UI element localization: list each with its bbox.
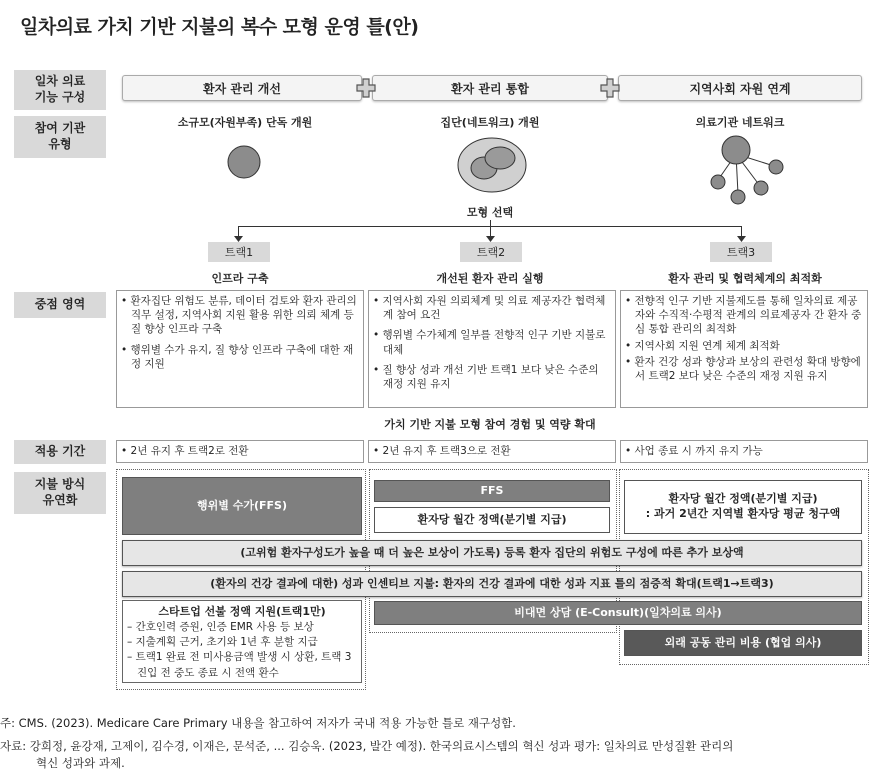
- period-text: • 사업 종료 시 까지 유지 가능: [625, 444, 863, 458]
- model-select-label: 모형 선택: [466, 206, 514, 219]
- focus-item: • 전향적 인구 기반 지불제도를 통해 일차의료 제공자와 수직적·수평적 관계의 의료제공자 간 환자 중심 통합 관리의 최적화: [625, 294, 863, 337]
- focus-item: • 행위별 수가체계 일부를 전향적 인구 기반 지불로 대체: [373, 328, 611, 356]
- focus-item: • 질 향상 성과 개선 기반 트랙1 보다 낮은 수준의 재정 지원 유지: [373, 363, 611, 391]
- row-label-focus: 중점 영역: [14, 292, 106, 318]
- period-box-track-1: [116, 440, 364, 463]
- experience-label: 가치 기반 지불 모형 참여 경험 및 역량 확대: [384, 418, 596, 431]
- capitation-track-3-line2: : 과거 2년간 지역별 환자당 평균 청구액: [645, 507, 841, 520]
- period-box-track-3: [620, 440, 868, 463]
- function-pill-3: 지역사회 자원 연계: [618, 75, 862, 101]
- track-1-badge: 트랙1: [208, 242, 270, 262]
- focus-box-track-1: [116, 290, 364, 408]
- reference-line-2: 혁신 성과와 과제.: [36, 756, 125, 770]
- ffs-track-2: FFS: [374, 480, 610, 502]
- focus-item: • 환자집단 위험도 분류, 데이터 검토와 환자 관리의 직무 설정, 지역사회 지원 활용 위한 의뢰 체계 등 질 향상 인프라 구축: [121, 294, 359, 337]
- startup-item: – 트랙1 완료 전 미사용금액 발생 시 상환, 트랙 3 진입 전 중도 종료 시 전액 환수: [127, 651, 352, 679]
- focus-box-track-2: [368, 290, 616, 408]
- track-2-badge: 트랙2: [460, 242, 522, 262]
- row-label-participant: 참여 기관 유형: [14, 116, 106, 158]
- row-label-period: 적용 기간: [14, 440, 106, 464]
- track-1-title: 인프라 구축: [211, 272, 269, 285]
- participant-network: 의료기관 네트워크: [695, 116, 785, 129]
- page-title: 일차의료 가치 기반 지불의 복수 모형 운영 틀(안): [20, 16, 419, 38]
- function-pill-1: 환자 관리 개선: [122, 75, 362, 101]
- source-note: 주: CMS. (2023). Medicare Care Primary 내용을 참고하여 저자가 국내 적용 가능한 틀로 재구성함.: [0, 716, 516, 730]
- network-nodes-icon: [708, 130, 788, 208]
- capitation-track-3: [624, 480, 862, 534]
- participant-group: 집단(네트워크) 개원: [440, 116, 540, 129]
- group-ellipse-icon: [452, 134, 532, 196]
- participant-solo: 소규모(자원부족) 단독 개원: [177, 116, 313, 129]
- focus-box-track-3: [620, 290, 868, 408]
- period-text: • 2년 유지 후 트랙3으로 전환: [373, 444, 611, 458]
- startup-item: – 지출계획 근거, 초기와 1년 후 분할 지급: [127, 636, 318, 649]
- period-box-track-2: [368, 440, 616, 463]
- row-label-payment: 지불 방식 유연화: [14, 472, 106, 514]
- capitation-track-3-line1: 환자당 월간 정액(분기별 지급): [668, 492, 818, 506]
- startup-box: [122, 600, 362, 683]
- ffs-track-1: 행위별 수가(FFS): [122, 477, 362, 535]
- plus-icon: [356, 78, 376, 98]
- econsult-bar: 비대면 상담 (E-Consult)(일차의료 의사): [374, 601, 862, 625]
- row-label-function: 일차 의료 기능 구성: [14, 70, 106, 110]
- track-3-badge: 트랙3: [710, 242, 772, 262]
- incentive-bar: (환자의 건강 결과에 대한) 성과 인센티브 지불: 환자의 건강 결과에 대한 성과 지표 틀의 점증적 확대(트랙1→트랙3): [122, 571, 862, 597]
- track-2-title: 개선된 환자 관리 실행: [436, 272, 544, 285]
- period-text: • 2년 유지 후 트랙2로 전환: [121, 444, 359, 458]
- track-3-title: 환자 관리 및 협력체계의 최적화: [668, 272, 822, 285]
- startup-title: 스타트업 선불 정액 지원(트랙1만): [158, 605, 326, 618]
- focus-item: • 환자 건강 성과 향상과 보상의 관련성 확대 방향에서 트랙2 보다 낮은 수준의 재정 지원 유지: [625, 355, 863, 383]
- plus-icon: [600, 78, 620, 98]
- function-pill-2: 환자 관리 통합: [372, 75, 608, 101]
- risk-adjustment-bar: (고위험 환자구성도가 높을 때 더 높은 보상이 가도록) 등록 환자 집단의 위험도 구성에 따른 추가 보상액: [122, 540, 862, 566]
- outpatient-comanagement-bar: 외래 공동 관리 비용 (협업 의사): [624, 630, 862, 656]
- focus-item: • 지역사회 자원 의뢰체계 및 의료 제공자간 협력체계 참여 요건: [373, 294, 611, 322]
- solo-circle-icon: [224, 142, 264, 182]
- focus-item: • 행위별 수가 유지, 질 향상 인프라 구축에 대한 재정 지원: [121, 343, 359, 371]
- capitation-track-2: 환자당 월간 정액(분기별 지급): [374, 507, 610, 533]
- startup-item: – 간호인력 증원, 인증 EMR 사용 등 보상: [127, 620, 314, 633]
- focus-item: • 지역사회 지원 연계 체계 최적화: [625, 339, 863, 353]
- reference-line-1: 자료: 강희정, 윤강재, 고제이, 김수경, 이재은, 문석준, ... 김승욱. (2023, 발간 예정). 한국의료시스템의 혁신 성과 평가: 일차의료 만성질환 관리의: [0, 739, 734, 753]
